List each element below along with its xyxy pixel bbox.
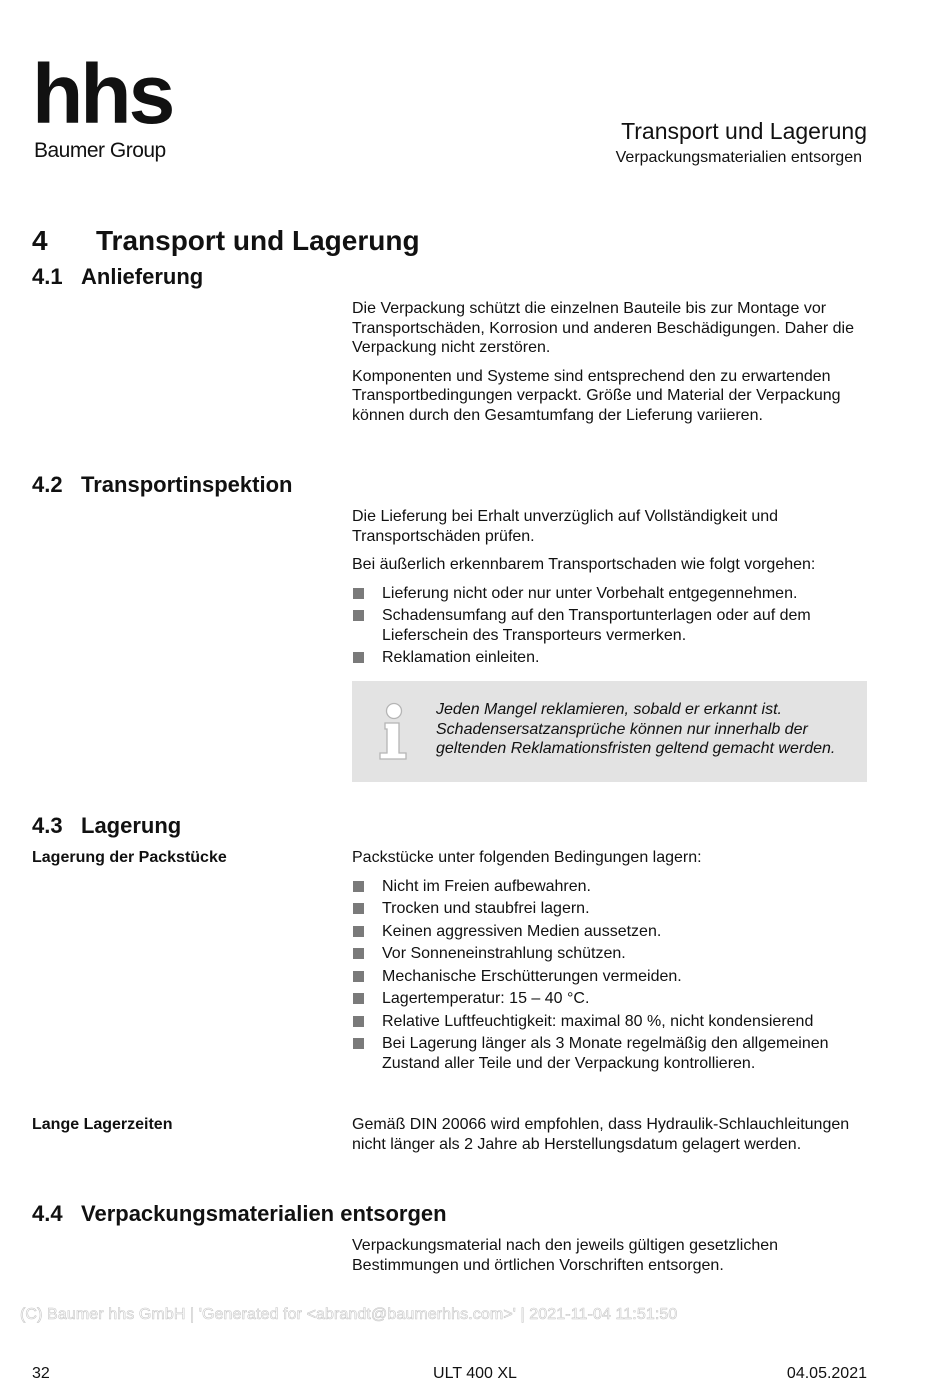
footer-product: ULT 400 XL bbox=[433, 1365, 517, 1382]
list-item: Bei Lagerung länger als 3 Monate regelmäßig den allgemeinen Zustand aller Teile und der Verpackung kontrollieren. bbox=[352, 1034, 874, 1073]
section-4-4-body bbox=[352, 1236, 874, 1284]
section-title: Anlieferung bbox=[81, 264, 204, 289]
section-title: Verpackungsmaterialien entsorgen bbox=[81, 1201, 447, 1226]
info-icon bbox=[376, 701, 412, 761]
section-number: 4.2 bbox=[32, 472, 63, 497]
running-header-subtitle: Verpackungsmaterialien entsorgen bbox=[615, 149, 862, 166]
list-item: Relative Luftfeuchtigkeit: maximal 80 %, nicht kondensierend bbox=[352, 1012, 874, 1032]
section-number: 4.1 bbox=[32, 264, 63, 289]
list-item: Schadensumfang auf den Transportunterlagen oder auf dem Lieferschein des Transporteurs vermerken. bbox=[352, 606, 874, 645]
chapter-heading bbox=[32, 224, 420, 258]
chapter-title: Transport und Lagerung bbox=[96, 225, 420, 256]
list-item: Mechanische Erschütterungen vermeiden. bbox=[352, 967, 874, 987]
section-4-3-body bbox=[352, 848, 874, 1076]
footer-date: 04.05.2021 bbox=[786, 1365, 867, 1382]
side-label-packstuecke: Lagerung der Packstücke bbox=[32, 849, 227, 866]
list-item: Nicht im Freien aufbewahren. bbox=[352, 877, 874, 897]
list-item: Reklamation einleiten. bbox=[352, 648, 874, 668]
section-heading-4-1 bbox=[32, 264, 203, 290]
long-storage-text bbox=[352, 1115, 874, 1163]
section-heading-4-3 bbox=[32, 813, 181, 839]
bullet-list bbox=[352, 877, 874, 1074]
info-note bbox=[352, 681, 867, 782]
list-item: Lieferung nicht oder nur unter Vorbehalt entgegennehmen. bbox=[352, 584, 874, 604]
list-item: Vor Sonneneinstrahlung schützen. bbox=[352, 944, 874, 964]
list-item: Lagertemperatur: 15 – 40 °C. bbox=[352, 989, 874, 1009]
side-label-lange-lagerzeiten: Lange Lagerzeiten bbox=[32, 1116, 173, 1133]
paragraph: Bei äußerlich erkennbarem Transportschaden wie folgt vorgehen: bbox=[352, 556, 816, 573]
paragraph: Gemäß DIN 20066 wird empfohlen, dass Hydraulik-Schlauchleitungen nicht länger als 2 Jahre ab Herstellungsdatum gelagert werden. bbox=[352, 1116, 850, 1153]
paragraph: Verpackungsmaterial nach den jeweils gültigen gesetzlichen Bestimmungen und örtlichen Vorschriften entsorgen. bbox=[352, 1237, 779, 1274]
section-title: Transportinspektion bbox=[81, 472, 293, 497]
section-title: Lagerung bbox=[81, 813, 182, 838]
logo-baumer-group: Baumer Group bbox=[34, 139, 166, 162]
paragraph: Die Verpackung schützt die einzelnen Bauteile bis zur Montage vor Transportschäden, Korrosion und anderen Beschädigungen. Daher die Verpackung nicht zerstören. bbox=[352, 300, 854, 356]
paragraph: Komponenten und Systeme sind entsprechend den zu erwartenden Transportbedingungen verpackt. Größe und Material der Verpackung können durch den Gesamtumfang der Lieferung variieren. bbox=[352, 367, 841, 424]
section-heading-4-4 bbox=[32, 1201, 447, 1227]
list-item: Trocken und staubfrei lagern. bbox=[352, 899, 874, 919]
section-4-1-body bbox=[352, 299, 874, 434]
section-number: 4.3 bbox=[32, 813, 63, 838]
paragraph: Packstücke unter folgenden Bedingungen lagern: bbox=[352, 849, 702, 866]
section-number: 4.4 bbox=[32, 1201, 63, 1226]
footer-page-number: 32 bbox=[32, 1365, 50, 1382]
note-text: Jeden Mangel reklamieren, sobald er erkannt ist. Schadensersatzansprüche können nur innerhalb der geltenden Reklamationsfristen geltend gemacht werden. bbox=[436, 701, 836, 757]
section-heading-4-2 bbox=[32, 472, 292, 498]
paragraph: Die Lieferung bei Erhalt unverzüglich auf Vollständigkeit und Transportschäden prüfen. bbox=[352, 508, 779, 545]
section-4-2-body bbox=[352, 507, 874, 671]
list-item: Keinen aggressiven Medien aussetzen. bbox=[352, 922, 874, 942]
chapter-number: 4 bbox=[32, 225, 48, 256]
bullet-list bbox=[352, 584, 874, 668]
logo-hhs: hhs bbox=[32, 47, 173, 141]
running-header-title: Transport und Lagerung bbox=[621, 118, 867, 144]
watermark: (C) Baumer hhs GmbH | 'Generated for <abrandt@baumerhhs.com>' | 2021-11-04 11:51:50 bbox=[20, 1306, 678, 1323]
